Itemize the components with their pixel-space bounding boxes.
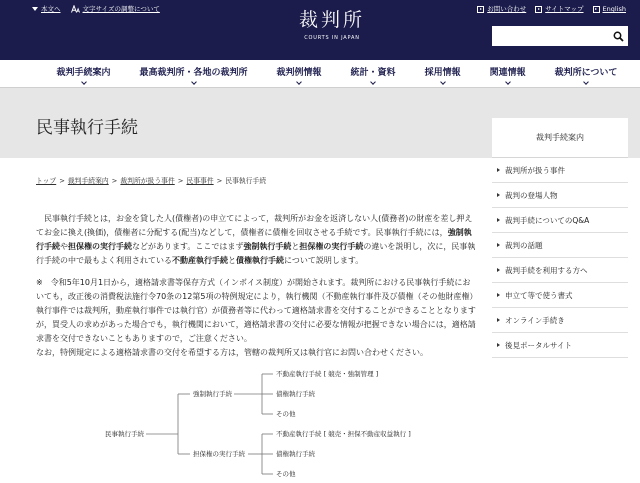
invoice-contact-text: なお，特例規定による適格請求書の交付を希望する方は，管轄の裁判所又は執行官にお問い合わせください。 <box>36 348 428 357</box>
sidebar-list <box>492 158 628 358</box>
global-nav <box>0 60 640 88</box>
tree-leaf-label: その他 <box>276 470 296 478</box>
utility-links <box>477 4 626 14</box>
tree-leaf-label: 不動産執行手続 [ 競売・強制管理 ] <box>276 370 379 378</box>
search-input[interactable] <box>492 26 608 46</box>
arrow-right-icon <box>497 343 500 347</box>
arrow-right-icon <box>497 193 500 197</box>
sidebar-heading[interactable]: 裁判手続案内 <box>492 118 628 158</box>
tree-leaf-label: 債権執行手続 <box>276 450 315 458</box>
breadcrumb-separator: > <box>177 177 184 185</box>
triangle-down-icon <box>32 7 38 11</box>
tree-leaf-label: 債権執行手続 <box>276 390 315 398</box>
breadcrumb-link-top[interactable]: トップ <box>36 177 57 185</box>
skip-to-content-link[interactable] <box>32 4 61 14</box>
sitemap-link[interactable] <box>535 4 583 14</box>
intro-text: の違いを説明し，次に，民事執行手続の中で最もよく利用されている <box>36 242 476 265</box>
nav-item-label: 裁判手続案内 <box>56 68 111 78</box>
intro-text: について説明します。 <box>284 256 364 265</box>
nav-item-precedents[interactable] <box>277 60 322 87</box>
tree-leaf-label: 不動産執行手続 [ 競売・担保不動産収益執行 ] <box>276 430 411 438</box>
site-header <box>0 0 640 60</box>
header-top-links <box>32 4 160 14</box>
font-size-link[interactable] <box>71 4 160 14</box>
arrow-right-icon <box>497 268 500 272</box>
nav-item-about[interactable] <box>555 60 618 87</box>
breadcrumb-separator: > <box>111 177 118 185</box>
breadcrumb-link-civil[interactable]: 民事事件 <box>186 177 214 185</box>
sidebar-item-label: 裁判所が扱う事件 <box>505 165 565 175</box>
intro-text: 民事執行手続とは，お金を貸した人(債権者)の申立てによって，裁判所がお金を返済しない人(債務者)の財産を差し押えてお金に換え(換価)，債権者に分配する(配当)などして，債権者に債権を回収させる手続です。民事執行手続には， <box>36 214 473 237</box>
search-box <box>492 26 628 46</box>
tree-leaf-label: その他 <box>276 410 296 418</box>
contact-link-label: お問い合わせ <box>487 5 527 13</box>
intro-emphasis: 強制執行手続 <box>36 228 472 251</box>
chevron-down-icon <box>370 79 376 85</box>
sidebar-item-label: 裁判の話題 <box>505 240 543 250</box>
nav-item-label: 裁判所について <box>554 68 618 78</box>
nav-item-label: 最高裁判所・各地の裁判所 <box>139 68 248 78</box>
logo-subtext: COURTS IN JAPAN <box>304 35 360 41</box>
sidebar-item-forms[interactable] <box>492 283 628 308</box>
chevron-down-icon <box>191 79 197 85</box>
breadcrumb-link-cases[interactable]: 裁判所が扱う事件 <box>120 177 175 185</box>
chevron-down-icon <box>440 79 446 85</box>
sidebar <box>492 118 628 358</box>
tree-branch-label: 担保権の実行手続 <box>193 450 245 458</box>
arrow-right-icon <box>497 168 500 172</box>
intro-emphasis: 担保権の実行手続 <box>68 242 132 251</box>
sidebar-item-label: 後見ポータルサイト <box>505 340 572 350</box>
skip-to-content-label: 本文へ <box>41 5 61 13</box>
nav-item-label: 関連情報 <box>489 68 526 78</box>
nav-item-label: 裁判例情報 <box>276 68 322 78</box>
intro-text: と <box>291 242 300 251</box>
sidebar-item-persons[interactable] <box>492 183 628 208</box>
nav-item-courts[interactable] <box>140 60 248 87</box>
search-icon <box>613 31 624 42</box>
box-arrow-icon <box>477 6 484 13</box>
arrow-right-icon <box>497 293 500 297</box>
sidebar-item-label: 申立て等で使う書式 <box>505 290 573 300</box>
sidebar-item-guardianship-portal[interactable] <box>492 333 628 358</box>
intro-emphasis: 強制執行手続 <box>243 242 292 251</box>
breadcrumb-current: 民事執行手続 <box>225 177 267 185</box>
intro-text: と <box>228 256 236 265</box>
sidebar-item-online[interactable] <box>492 308 628 333</box>
nav-item-recruitment[interactable] <box>425 60 461 87</box>
search-button[interactable] <box>608 26 628 46</box>
intro-text: などがあります。ここではまず <box>132 242 244 251</box>
text-size-icon <box>71 5 80 13</box>
arrow-right-icon <box>497 218 500 222</box>
arrow-right-icon <box>497 318 500 322</box>
english-link[interactable] <box>593 4 626 14</box>
main-content <box>36 176 478 483</box>
breadcrumb <box>36 176 478 186</box>
intro-emphasis: 債権執行手続 <box>236 256 284 265</box>
chevron-down-icon <box>505 79 511 85</box>
nav-item-procedures[interactable] <box>57 60 111 87</box>
tree-branch-label: 強制執行手続 <box>193 390 232 398</box>
breadcrumb-link-procedures[interactable]: 裁判手続案内 <box>67 177 109 185</box>
breadcrumb-separator: > <box>59 177 65 185</box>
sidebar-item-label: オンライン手続き <box>505 315 565 325</box>
intro-paragraph <box>36 212 478 268</box>
contact-link[interactable] <box>477 4 526 14</box>
logo-text: 裁判所 <box>298 9 365 31</box>
nav-item-statistics[interactable] <box>351 60 396 87</box>
sidebar-item-label: 裁判手続を利用する方へ <box>505 265 588 275</box>
invoice-notice-text: ※ 令和5年10月1日から，適格請求書等保存方式（インボイス制度）が開始されます。裁判所における民事執行手続においても，改正後の消費税法施行令70条の12第5項の特例規定により，執行機関（不動産執行事件及び債権（その他財産権）執行事件では裁判所，動産執行事件では執行官）が債務者等に代わって適格請求書を交付することができることとなりますが，買受人の求めがあった場合でも，執行機関において，適格請求書の交付に必要な情報が把握できない場合には，適格請求書を交付できないこともありますので，ご注意ください。 <box>36 278 478 343</box>
page-title: 民事執行手続 <box>36 118 138 138</box>
tree-root-label: 民事執行手続 <box>105 430 144 438</box>
intro-text: や <box>60 242 68 251</box>
chevron-down-icon <box>583 79 589 85</box>
breadcrumb-separator: > <box>216 177 223 185</box>
english-link-label: English <box>602 5 626 13</box>
chevron-down-icon <box>296 79 302 85</box>
sidebar-item-topics[interactable] <box>492 233 628 258</box>
sidebar-item-label: 裁判の登場人物 <box>505 190 558 200</box>
box-arrow-icon <box>535 6 542 13</box>
procedure-tree-diagram <box>36 366 478 482</box>
sitemap-link-label: サイトマップ <box>545 5 584 13</box>
box-arrow-icon <box>593 6 600 13</box>
font-size-link-label: 文字サイズの調整について <box>82 5 160 13</box>
site-logo[interactable] <box>262 9 402 42</box>
arrow-right-icon <box>497 243 500 247</box>
nav-item-label: 統計・資料 <box>350 68 396 78</box>
invoice-notice <box>36 276 478 360</box>
sidebar-item-faq[interactable] <box>492 208 628 233</box>
chevron-down-icon <box>81 79 87 85</box>
nav-item-label: 採用情報 <box>424 68 461 78</box>
nav-item-related[interactable] <box>490 60 526 87</box>
sidebar-item-label: 裁判手続についてのQ&A <box>505 215 590 225</box>
sidebar-item-users[interactable] <box>492 258 628 283</box>
intro-emphasis: 担保権の実行手続 <box>299 242 364 251</box>
sidebar-item-cases[interactable] <box>492 158 628 183</box>
intro-emphasis: 不動産執行手続 <box>172 256 228 265</box>
